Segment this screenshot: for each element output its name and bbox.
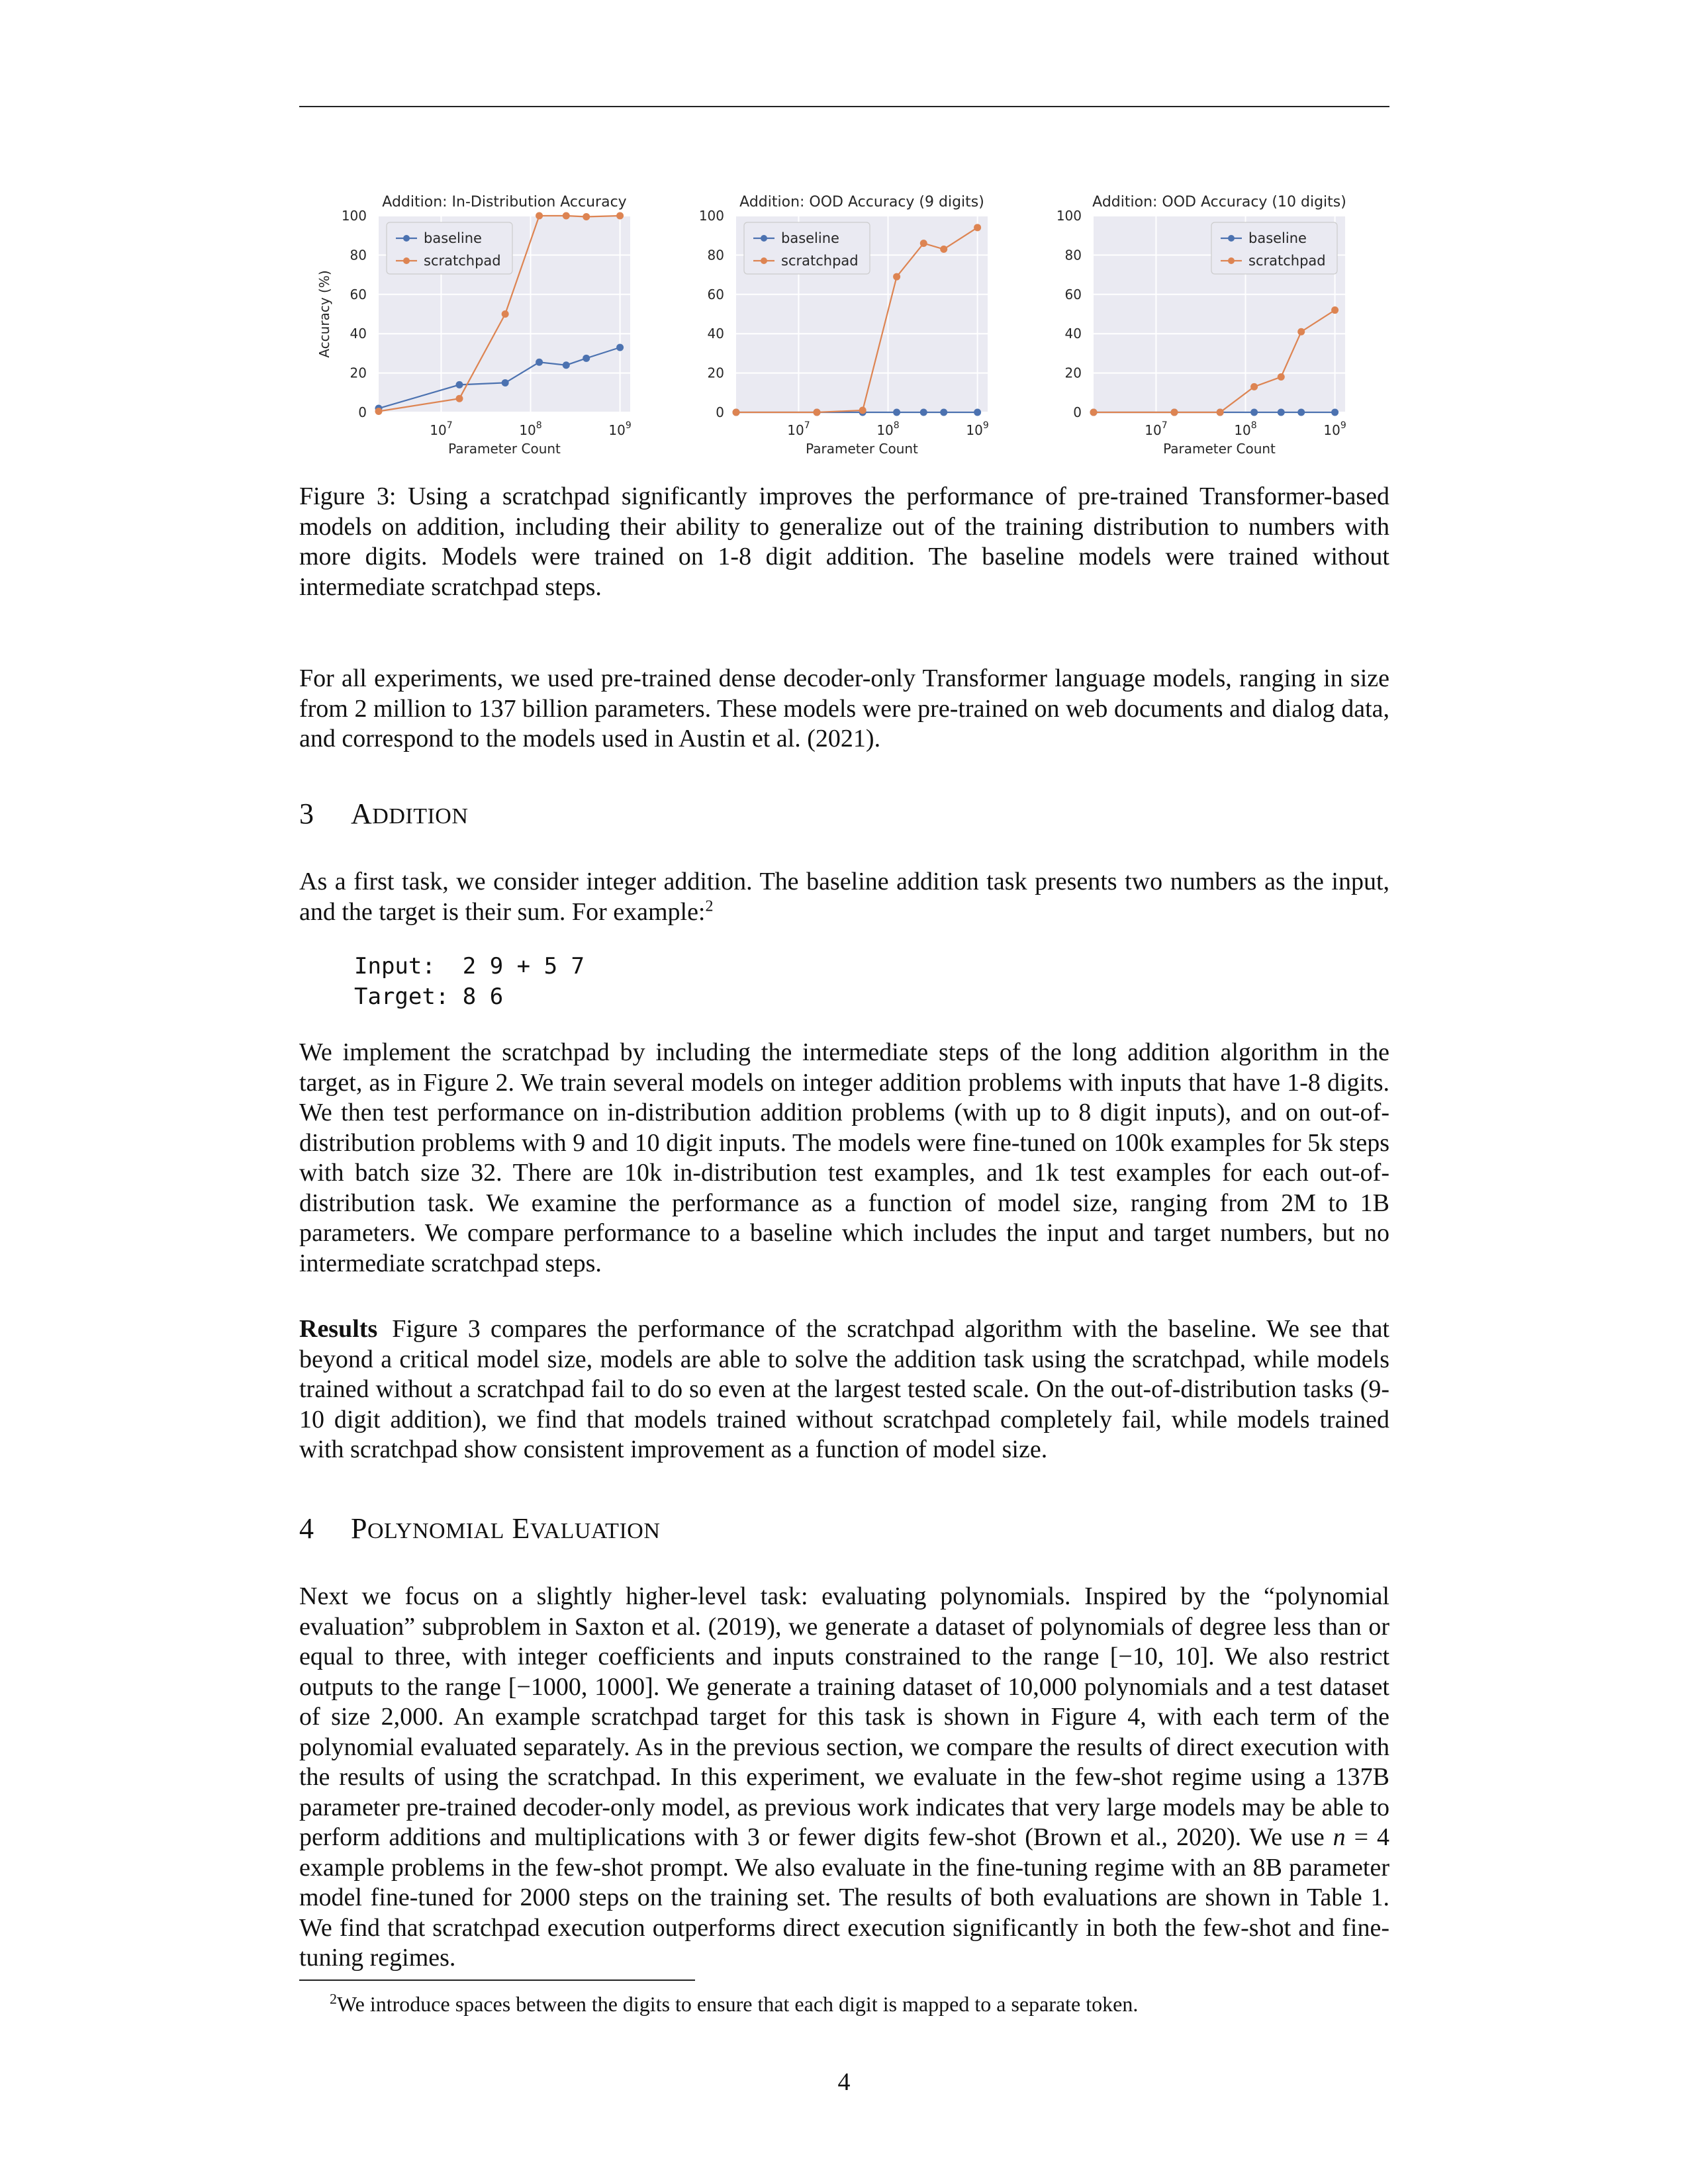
data-point-scratchpad	[1170, 409, 1178, 416]
data-point-scratchpad	[920, 240, 927, 247]
legend-label: scratchpad	[1248, 253, 1326, 269]
chart-title: Addition: OOD Accuracy (10 digits)	[1092, 194, 1346, 210]
code-input-line: Input: 2 9 + 5 7	[354, 953, 585, 979]
data-point-scratchpad	[940, 246, 947, 253]
x-tick-label: $10^8$	[1234, 420, 1257, 438]
legend-label: scratchpad	[781, 253, 859, 269]
section-heading-polynomial	[299, 1512, 660, 1545]
data-point-baseline	[455, 381, 463, 388]
data-point-scratchpad	[1250, 383, 1258, 390]
y-tick-label: 80	[350, 247, 367, 263]
y-tick-label: 20	[707, 365, 724, 381]
legend-marker	[403, 257, 410, 264]
data-point-scratchpad	[1331, 306, 1338, 314]
y-tick-label: 100	[341, 208, 367, 224]
data-point-scratchpad	[974, 224, 981, 231]
math-eq-4: = 4	[1345, 1823, 1390, 1851]
data-point-scratchpad	[536, 212, 543, 220]
paragraph-polynomial	[299, 1582, 1389, 1974]
section-title-rest: DDITION	[372, 804, 469, 829]
results-label: Results	[299, 1315, 378, 1343]
x-tick-label: $10^8$	[519, 420, 542, 438]
page-number: 4	[837, 2068, 851, 2096]
y-tick-label: 80	[1064, 247, 1082, 263]
header-rule	[299, 106, 1389, 107]
legend-label: baseline	[1248, 230, 1307, 246]
results-text: Figure 3 compares the performance of the scratchpad algorithm with the baseline. We see that beyond a critical model size, models are able to solve the addition task using the scratchpad, while models trained without a scratchpad fail to do so even at the largest tested scale. On the out-of-distribution tasks (9-10 digit addition), we find that models trained without scratchpad completely fail, while models trained with scratchpad show consistent improvement as a function of model size.	[299, 1315, 1389, 1463]
poly-text-c: . We generate a training dataset of 10,000 polynomials and a test dataset of size 2,000. An example scratchpad target for this task is shown in Figure 4, with each term of the polynomial evaluated separately. As in the previous section, we compare the results of direct execution with the results of using the scratchpad. In this experiment, we evaluate in the few-shot regime using a 137B parameter pre-trained decoder-only model, as previous work indicates that very large models may be able to perform additions and multiplications with 3 or fewer digits few-shot (Brown et al., 2020). We use	[299, 1672, 1389, 1851]
legend-marker	[1228, 257, 1235, 264]
x-tick-label: $10^8$	[876, 420, 900, 438]
y-tick-label: 100	[698, 208, 724, 224]
legend-marker	[403, 235, 410, 242]
y-tick-label: 40	[350, 326, 367, 342]
y-tick-label: 0	[1073, 404, 1082, 420]
data-point-baseline	[563, 361, 570, 369]
legend-marker	[761, 235, 767, 242]
data-point-scratchpad	[813, 409, 820, 416]
y-tick-label: 60	[1064, 286, 1082, 302]
y-tick-label: 100	[1056, 208, 1082, 224]
data-point-baseline	[940, 409, 947, 416]
poly-text-b: . We also restrict outputs to the range	[299, 1643, 1389, 1701]
legend-marker	[761, 257, 767, 264]
y-tick-label: 40	[1064, 326, 1082, 342]
x-tick-label: $10^7$	[787, 420, 810, 438]
section-heading-addition	[299, 797, 468, 831]
section-title-w1-rest: OLYNOMIAL	[367, 1519, 504, 1543]
paragraph-addition-1-text: As a first task, we consider integer addition. The baseline addition task presents two numbers as the input, and the target is their sum. For example:	[299, 868, 1389, 926]
footnote-mark: 2	[705, 897, 714, 915]
chart-ood-9-digits	[657, 177, 1001, 469]
y-tick-label: 60	[707, 286, 724, 302]
data-point-scratchpad	[616, 212, 624, 220]
x-axis-label: Parameter Count	[806, 441, 918, 457]
y-tick-label: 0	[716, 404, 724, 420]
code-target-line: Target: 8 6	[354, 983, 504, 1010]
data-point-scratchpad	[502, 310, 509, 318]
y-tick-label: 0	[358, 404, 367, 420]
y-tick-label: 20	[1064, 365, 1082, 381]
data-point-baseline	[974, 409, 981, 416]
paragraph-addition-1	[299, 867, 1389, 927]
math-n: n	[1333, 1823, 1346, 1851]
data-point-baseline	[583, 355, 590, 362]
chart-svg	[1014, 177, 1358, 469]
figure-caption: Figure 3: Using a scratchpad significantly improves the performance of pre-trained Transformer-based models on addition, including their ability to generalize out of the training distribution to numbers with more digits. Models were trained on 1-8 digit addition. The baseline models were trained without intermediate scratchpad steps.	[299, 482, 1389, 601]
data-point-baseline	[920, 409, 927, 416]
data-point-baseline	[1297, 409, 1305, 416]
section-title-w1-first: P	[351, 1512, 367, 1545]
section-number: 3	[299, 797, 314, 830]
footnote	[299, 1991, 1389, 2017]
x-axis-label: Parameter Count	[448, 441, 561, 457]
paragraph-addition-2: We implement the scratchpad by including the intermediate steps of the long addition algorithm in the target, as in Figure 2. We train several models on integer addition problems with inputs that have 1-8 digits. We then test performance on in-distribution addition problems (with up to 8 digit inputs), and on out-of-distribution problems with 9 and 10 digit inputs. The models were fine-tuned on 100k examples for 5k steps with batch size 32. There are 10k in-distribution test examples, and 1k test examples for each out-of-distribution task. We examine the performance as a function of model size, ranging from 2M to 1B parameters. We compare performance to a baseline which includes the input and target numbers, but no intermediate scratchpad steps.	[299, 1038, 1389, 1277]
chart-title: Addition: In-Distribution Accuracy	[382, 194, 627, 210]
section-number: 4	[299, 1512, 314, 1545]
math-range-input: [−10, 10]	[1109, 1643, 1209, 1670]
chart-ood-10-digits	[1014, 177, 1358, 469]
x-tick-label: $10^7$	[1145, 420, 1168, 438]
poly-text-d: example problems in the few-shot prompt. We also evaluate in the fine-tuning regime with an 8B parameter model fine-tuned for 2000 steps on the training set. The results of both evaluations are shown in Table 1. We find that scratchpad execution outperforms direct execution significantly in both the few-shot and fine-tuning regimes.	[299, 1853, 1389, 1972]
x-tick-label: $10^9$	[966, 420, 989, 438]
chart-title: Addition: OOD Accuracy (9 digits)	[739, 194, 984, 210]
data-point-baseline	[536, 359, 543, 366]
data-point-baseline	[1331, 409, 1338, 416]
y-axis-label: Accuracy (%)	[316, 270, 332, 358]
footnote-text: We introduce spaces between the digits to ensure that each digit is mapped to a separate token.	[337, 1992, 1139, 2016]
data-point-baseline	[502, 379, 509, 387]
data-point-scratchpad	[563, 212, 570, 220]
chart-svg	[299, 177, 643, 469]
math-range-output: [−1000, 1000]	[508, 1672, 653, 1701]
chart-in-distribution	[299, 177, 643, 469]
data-point-scratchpad	[583, 213, 590, 220]
x-tick-label: $10^9$	[608, 420, 632, 438]
data-point-scratchpad	[893, 273, 900, 281]
legend-label: baseline	[781, 230, 839, 246]
data-point-scratchpad	[733, 409, 740, 416]
x-tick-label: $10^7$	[430, 420, 453, 438]
y-tick-label: 40	[707, 326, 724, 342]
section-title-w2-rest: VALUATION	[530, 1519, 661, 1543]
poly-text-a: Next we focus on a slightly higher-level task: evaluating polynomials. Inspired by the “polynomial evaluation” subproblem in Saxton et al. (2019), we generate a dataset of polynomials of degree less than or equal to three, with integer coefficients and inputs constrained to the range	[299, 1582, 1389, 1670]
data-point-scratchpad	[1217, 409, 1224, 416]
section-title-first: A	[351, 797, 373, 830]
data-point-scratchpad	[1090, 409, 1098, 416]
figure-3	[299, 177, 1389, 469]
data-point-scratchpad	[375, 408, 383, 415]
y-tick-label: 80	[707, 247, 724, 263]
footnote-number: 2	[330, 1990, 337, 2007]
legend	[1211, 222, 1337, 274]
paragraph-results	[299, 1314, 1389, 1465]
data-point-baseline	[1278, 409, 1285, 416]
data-point-scratchpad	[1297, 328, 1305, 336]
data-point-scratchpad	[1278, 373, 1285, 381]
data-point-baseline	[1250, 409, 1258, 416]
footnote-rule	[299, 1979, 695, 1981]
paragraph-intro: For all experiments, we used pre-trained dense decoder-only Transformer language models, ranging in size from 2 million to 137 billion parameters. These models were pre-trained on web documents and dialog data, and correspond to the models used in Austin et al. (2021).	[299, 664, 1389, 752]
data-point-scratchpad	[859, 407, 867, 414]
data-point-scratchpad	[455, 395, 463, 402]
chart-svg	[657, 177, 1001, 469]
legend	[744, 222, 870, 274]
data-point-baseline	[616, 343, 624, 351]
data-point-baseline	[893, 409, 900, 416]
legend-label: baseline	[424, 230, 482, 246]
x-axis-label: Parameter Count	[1163, 441, 1276, 457]
section-title-w2-first: E	[512, 1512, 530, 1545]
legend-label: scratchpad	[424, 253, 501, 269]
y-tick-label: 60	[350, 286, 367, 302]
legend	[387, 222, 512, 274]
y-tick-label: 20	[350, 365, 367, 381]
x-tick-label: $10^9$	[1323, 420, 1346, 438]
legend-marker	[1228, 235, 1235, 242]
